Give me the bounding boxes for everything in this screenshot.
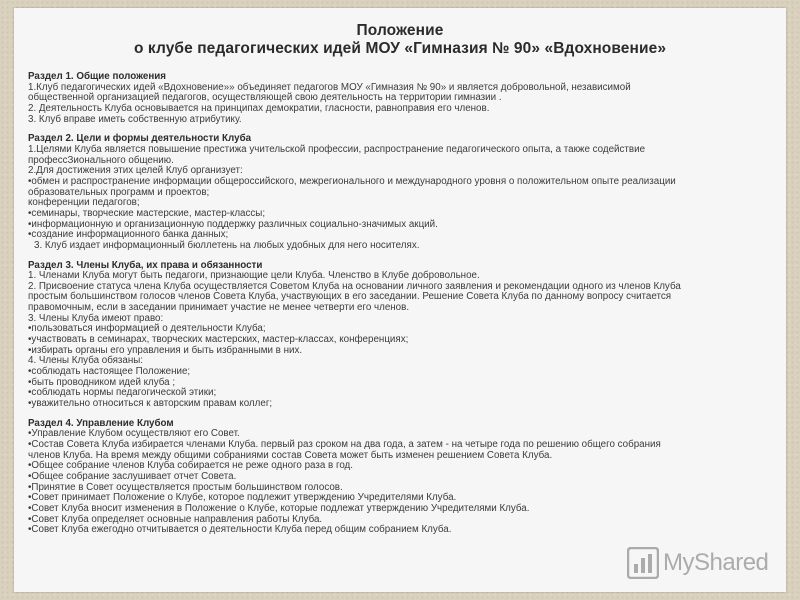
text-line: •Управление Клубом осуществляют его Совет. — [28, 428, 240, 440]
text-line: 2. Деятельность Клуба основывается на принципах демократии, гласности, равноправия его членов. — [28, 102, 490, 114]
watermark-text: MyShared — [663, 549, 769, 576]
text-line: •Совет Клуба определяет основные направления работы Клуба. — [28, 513, 323, 525]
text-line: 1. Членами Клуба могут быть педагоги, признающие цели Клуба. Членство в Клубе добровольное. — [28, 270, 480, 282]
document-subtitle: о клубе педагогических идей МОУ «Гимназия № 90» «Вдохновение» — [133, 40, 667, 57]
text-line: •информационную и организационную поддержку различных социально-значимых акций. — [28, 218, 438, 230]
document-slide — [14, 8, 786, 592]
text-line: простым большинством голосов членов Совета Клуба, участвующих в его заседании. Решение Совета Клуба по данному вопросу считается — [28, 291, 672, 303]
text-line: •уважительно относиться к авторским правам коллег; — [28, 398, 273, 410]
section-heading-3: Раздел 3. Члены Клуба, их права и обязанности — [28, 259, 263, 271]
text-line: •участвовать в семинарах, творческих мастерских, мастер-классах, конференциях; — [28, 334, 409, 346]
text-line: •пользоваться информацией о деятельности Клуба; — [28, 323, 266, 335]
section-heading-1: Раздел 1. Общие положения — [28, 71, 167, 82]
bar-chart-icon — [627, 547, 659, 579]
text-line: образовательных программ и проектов; — [28, 186, 210, 198]
text-line: •быть проводником идей клуба ; — [28, 376, 176, 388]
text-line: 4. Члены Клуба обязаны: — [28, 355, 144, 367]
text-line: •семинары, творческие мастерские, мастер-классы; — [28, 207, 266, 219]
text-line: •соблюдать нормы педагогической этики; — [28, 387, 217, 399]
text-line: •Совет Клуба вносит изменения в Положение о Клубе, которые подлежат утверждению Учредителями Клуба. — [28, 502, 530, 514]
text-line: •Совет Клуба ежегодно отчитывается о деятельности Клуба перед общим собранием Клуба. — [28, 524, 452, 536]
text-line: общественной организацией педагогов, осуществляющей свою деятельность на территории гимназии . — [28, 92, 502, 104]
text-line: •избирать органы его управления и быть избранными в них. — [28, 344, 303, 356]
text-line: 2. Присвоение статуса члена Клуба осуществляется Советом Клуба на основании личного заявления и рекомендации одного из членов Клуба — [28, 280, 681, 292]
document-title: Положение — [356, 22, 444, 39]
text-line: 3. Клуб вправе иметь собственную атрибутику. — [28, 113, 242, 125]
watermark — [627, 546, 777, 580]
text-line: профессЗионального общению. — [28, 154, 174, 166]
section-heading-4: Раздел 4. Управление Клубом — [28, 417, 174, 429]
text-line: •Общее собрание заслушивает отчет Совета. — [28, 470, 237, 482]
document-body — [28, 72, 780, 536]
text-line: •соблюдать настоящее Положение; — [28, 366, 191, 378]
text-line: •создание информационного банка данных; — [28, 229, 229, 241]
text-line: •Состав Совета Клуба избирается членами Клуба. первый раз сроком на два года, а затем - на четыре года по решению общего собрания — [28, 439, 661, 450]
text-line: •обмен и распространение информации общероссийского, межрегионального и международного уровня о положительном опыте реализации — [28, 175, 676, 187]
text-line: 1.Клуб педагогических идей «Вдохновение»» объединяет педагогов МОУ «Гимназия № 90» и является добровольной, независимой — [28, 81, 631, 93]
text-line: 1.Целями Клуба является повышение престижа учительской профессии, распространение педагогического опыта, а также содействие — [28, 143, 646, 155]
text-line: членов Клуба. На время между общими собраниями состав Совета может быть изменен решением Совета Клуба. — [28, 449, 553, 461]
section-heading-2: Раздел 2. Цели и формы деятельности Клуба — [28, 133, 252, 145]
text-line: •Совет принимает Положение о Клубе, которое подлежит утверждению Учредителями Клуба. — [28, 492, 457, 504]
text-line: •Общее собрание членов Клуба собирается не реже одного раза в год. — [28, 460, 353, 472]
text-line: •Принятие в Совет осуществляется простым большинством голосов. — [28, 481, 343, 493]
text-line: 2.Для достижения этих целей Клуб организует: — [28, 165, 243, 177]
text-line: 3. Клуб издает информационный бюллетень на любых удобных для него носителях. — [34, 239, 420, 251]
text-line: 3. Члены Клуба имеют право: — [28, 312, 164, 324]
text-line: правомочным, если в заседании принимает участие не менее четверти его членов. — [28, 302, 410, 314]
text-line: конференции педагогов; — [28, 197, 140, 209]
